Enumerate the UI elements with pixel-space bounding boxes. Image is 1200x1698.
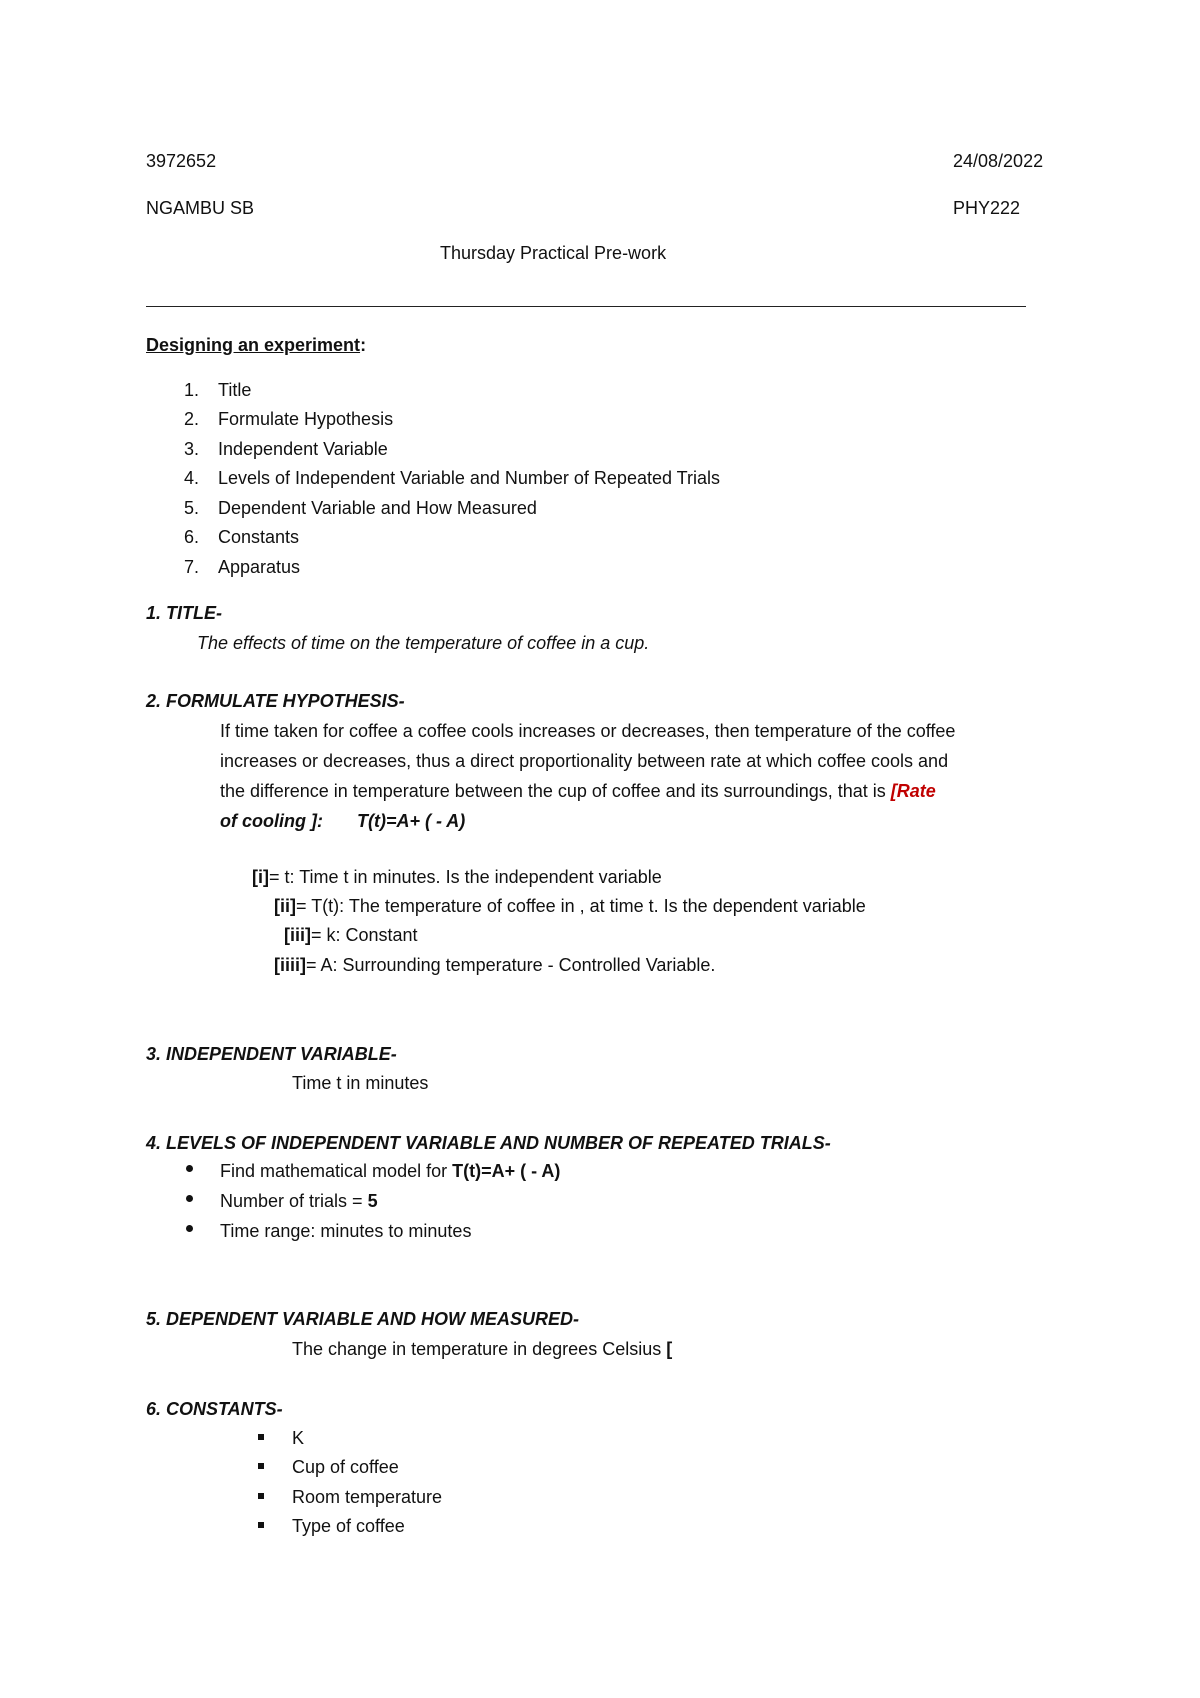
list-item bbox=[184, 410, 393, 428]
list-item bbox=[220, 1162, 560, 1180]
section4-heading: 4. LEVELS OF INDEPENDENT VARIABLE AND NUMBER OF REPEATED TRIALS- bbox=[146, 1133, 831, 1153]
definition-key: [ii] bbox=[274, 896, 296, 916]
section1-heading: 1. TITLE- bbox=[146, 603, 222, 623]
section2-heading: 2. FORMULATE HYPOTHESIS- bbox=[146, 691, 405, 711]
step-label: Independent Variable bbox=[218, 439, 388, 459]
student-number: 3972652 bbox=[146, 151, 217, 171]
list-item bbox=[184, 558, 300, 576]
list-item bbox=[184, 440, 388, 458]
definition-text: = k: Constant bbox=[311, 925, 418, 945]
square-bullet-icon bbox=[258, 1522, 264, 1528]
hypothesis-line: increases or decreases, thus a direct proportionality between rate at which coffee cools and bbox=[220, 751, 949, 771]
list-item bbox=[220, 1222, 471, 1240]
definition-key: [iiii] bbox=[274, 955, 306, 975]
list-item bbox=[184, 469, 720, 487]
step-label: Formulate Hypothesis bbox=[218, 409, 394, 429]
square-bullet-icon bbox=[258, 1434, 264, 1440]
designing-heading bbox=[146, 336, 366, 354]
list-item bbox=[184, 381, 251, 399]
section5-body: The change in temperature in degrees Celsius bbox=[292, 1339, 667, 1359]
step-number: 1. bbox=[184, 380, 200, 400]
student-name: NGAMBU SB bbox=[146, 198, 255, 218]
step-number: 3. bbox=[184, 439, 200, 459]
page-title: Thursday Practical Pre-work bbox=[440, 243, 667, 263]
levels-item-text: Find mathematical model for bbox=[220, 1161, 453, 1181]
module-code: PHY222 bbox=[953, 198, 1021, 218]
definition-key: [iii] bbox=[284, 925, 311, 945]
definition-item bbox=[284, 926, 418, 944]
designing-heading-colon: : bbox=[360, 335, 367, 355]
date: 24/08/2022 bbox=[953, 151, 1044, 171]
levels-item-bold: 5 bbox=[367, 1191, 378, 1211]
rate-bracket-close: of cooling ]: bbox=[220, 811, 323, 831]
step-number: 2. bbox=[184, 409, 200, 429]
list-item bbox=[184, 499, 537, 517]
step-number: 4. bbox=[184, 468, 200, 488]
section5-text bbox=[292, 1340, 672, 1358]
definition-item bbox=[252, 868, 662, 886]
square-bullet-icon bbox=[258, 1463, 264, 1469]
bullet-icon bbox=[186, 1225, 193, 1232]
definition-item bbox=[274, 956, 715, 974]
step-label: Title bbox=[218, 380, 252, 400]
definition-item bbox=[274, 897, 866, 915]
section1-text: The effects of time on the temperature of coffee in a cup. bbox=[197, 633, 650, 653]
step-label: Apparatus bbox=[218, 557, 301, 577]
definition-text: = A: Surrounding temperature - Controlled Variable. bbox=[306, 955, 716, 975]
step-number: 6. bbox=[184, 527, 200, 547]
list-item: K bbox=[292, 1428, 305, 1448]
list-item: Room temperature bbox=[292, 1487, 443, 1507]
rate-bracket-open: [Rate bbox=[890, 781, 936, 801]
step-number: 5. bbox=[184, 498, 200, 518]
step-label: Dependent Variable and How Measured bbox=[218, 498, 537, 518]
section3-heading: 3. INDEPENDENT VARIABLE- bbox=[146, 1044, 397, 1064]
levels-item-text: Number of trials = bbox=[220, 1191, 368, 1211]
designing-heading-text: Designing an experiment bbox=[146, 335, 361, 355]
step-label: Levels of Independent Variable and Number of Repeated Trials bbox=[218, 468, 720, 488]
hypothesis-line bbox=[220, 782, 936, 800]
list-item: Cup of coffee bbox=[292, 1457, 399, 1477]
hypothesis-line bbox=[220, 812, 465, 830]
hypothesis-line: If time taken for coffee a coffee cools increases or decreases, then temperature of the coffee bbox=[220, 721, 956, 741]
step-label: Constants bbox=[218, 527, 300, 547]
bullet-icon bbox=[186, 1195, 193, 1202]
list-item: Type of coffee bbox=[292, 1516, 405, 1536]
divider bbox=[146, 306, 1026, 307]
section3-text: Time t in minutes bbox=[292, 1073, 429, 1093]
list-item bbox=[220, 1192, 378, 1210]
definition-text: = T(t): The temperature of coffee in , at time t. Is the dependent variable bbox=[296, 896, 866, 916]
levels-item-text: Time range: minutes to minutes bbox=[220, 1221, 472, 1241]
levels-item-bold: T(t)=A+ ( - A) bbox=[452, 1161, 561, 1181]
section5-heading: 5. DEPENDENT VARIABLE AND HOW MEASURED- bbox=[146, 1309, 580, 1329]
square-bullet-icon bbox=[258, 1493, 264, 1499]
hypothesis-text: the difference in temperature between the cup of coffee and its surroundings, that is bbox=[220, 781, 891, 801]
section5-bracket: [ bbox=[666, 1339, 673, 1359]
step-number: 7. bbox=[184, 557, 200, 577]
list-item bbox=[184, 528, 299, 546]
definition-text: = t: Time t in minutes. Is the independent variable bbox=[269, 867, 662, 887]
definition-key: [i] bbox=[252, 867, 269, 887]
hypothesis-formula: T(t)=A+ ( - A) bbox=[356, 811, 466, 831]
bullet-icon bbox=[186, 1165, 193, 1172]
section6-heading: 6. CONSTANTS- bbox=[146, 1399, 283, 1419]
